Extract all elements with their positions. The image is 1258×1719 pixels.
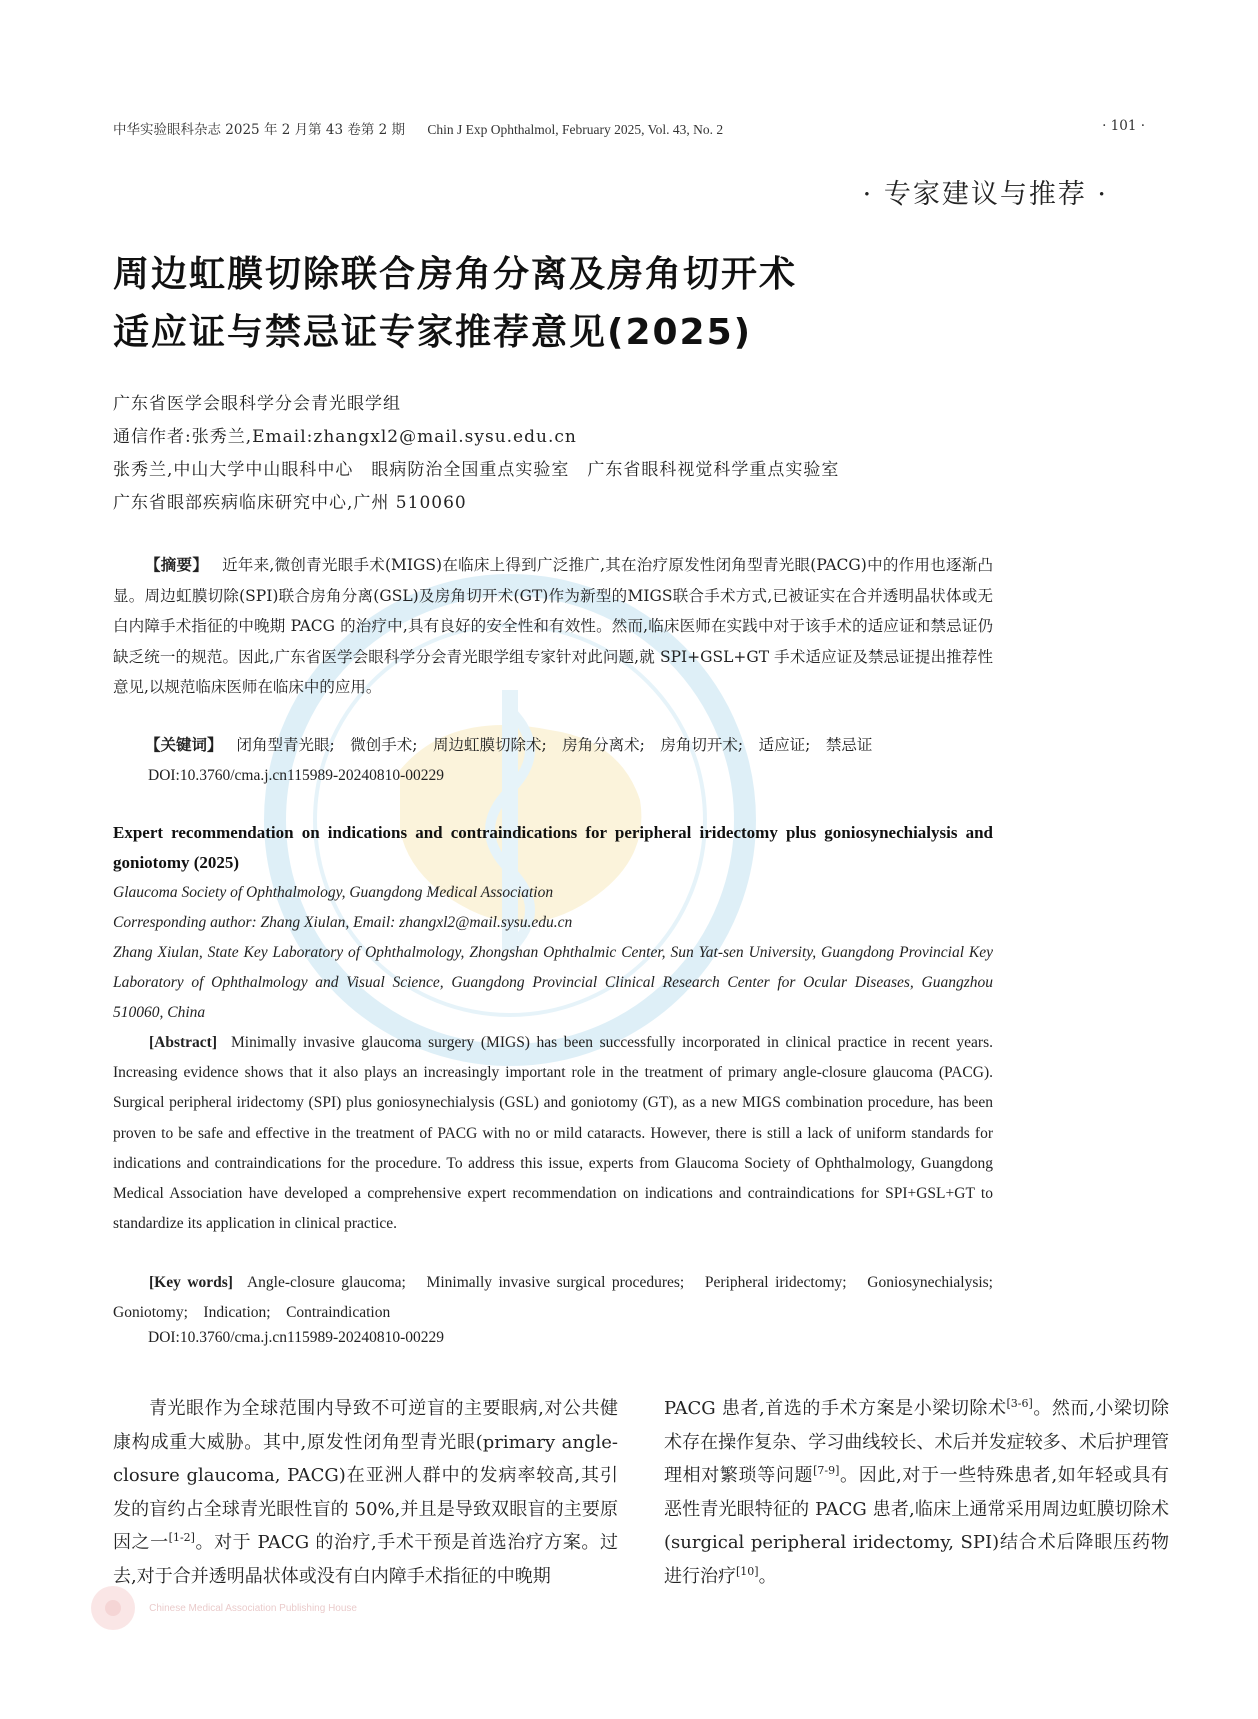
author-group-cn: 广东省医学会眼科学分会青光眼学组 [113, 394, 401, 414]
publisher-name-en: Chinese Medical Association Publishing House [149, 1602, 357, 1614]
body-right-text-d: 。 [758, 1565, 777, 1587]
reference-1-2[interactable]: [1-2] [168, 1531, 195, 1545]
body-right-text-b: 。然而,小梁切除术存在操作复杂、学习曲线较长、术后并发症较多、术后护理管理相对繁琐等问题 [664, 1398, 1169, 1487]
abstract-cn [113, 550, 993, 703]
body-right-text-c: 。因此,对于一些特殊患者,如年轻或具有恶性青光眼特征的 PACG 患者,临床上通常采用周边虹膜切除术(surgical peripheral iridectomy, SPI)结合术后降眼压药物进行治疗 [664, 1465, 1170, 1587]
abstract-cn-text: 近年来,微创青光眼手术(MIGS)在临床上得到广泛推广,其在治疗原发性闭角型青光眼(PACG)中的作用也逐渐凸显。周边虹膜切除(SPI)联合房角分离(GSL)及房角切开术(GT)作为新型的MIGS联合手术方式,已被证实在合并透明晶状体或无白内障手术指征的中晚期 PACG 的治疗中,具有良好的安全性和有效性。然而,临床医师在实践中对于该手术的适应证和禁忌证仍缺乏统一的规范。因此,广东省医学会眼科学分会青光眼学组专家针对此问题,就 SPI+GSL+GT 手术适应证及禁忌证提出推荐性意见,以规范临床医师在临床中的应用。 [113, 556, 993, 696]
affiliation-cn-1: 张秀兰,中山大学中山眼科中心 眼病防治全国重点实验室 广东省眼科视觉科学重点实验室 [113, 460, 840, 480]
reference-10[interactable]: [10] [736, 1564, 759, 1578]
reference-3-6[interactable]: [3-6] [1006, 1397, 1033, 1410]
doi-en: DOI:10.3760/cma.j.cn115989-20240810-00229 [148, 1329, 445, 1346]
body-left-text-b: 。对于 PACG 的治疗,手术干预是首选治疗方案。过去,对于合并透明晶状体或没有白内障手术指征的中晚期 [113, 1532, 618, 1587]
affiliation-cn-2: 广东省眼部疾病临床研究中心,广州 510060 [113, 493, 467, 513]
english-title: Expert recommendation on indications and contraindications for peripheral iridectomy plus goniosynechialysis and goniotomy (2025) [113, 823, 993, 872]
reference-7-9[interactable]: [7-9] [813, 1464, 840, 1478]
keywords-cn [113, 730, 993, 761]
keywords-cn-text: 闭角型青光眼; 微创手术; 周边虹膜切除术; 房角分离术; 房角切开术; 适应证; 禁忌证 [236, 736, 873, 754]
corresponding-author-cn: 通信作者:张秀兰,Email:zhangxl2@mail.sysu.edu.cn [113, 427, 577, 447]
english-group: Glaucoma Society of Ophthalmology, Guangdong Medical Association [113, 884, 554, 901]
journal-en: Chin J Exp Ophthalmol, February 2025, Vol. 43, No. 2 [427, 122, 724, 137]
publisher-logo [88, 1583, 357, 1633]
english-abstract-label: [Abstract] [149, 1034, 218, 1051]
body-left-text-a: 青光眼作为全球范围内导致不可逆盲的主要眼病,对公共健康构成重大威胁。其中,原发性闭角型青光眼(primary angle-closure glaucoma, PACG)在亚洲人群中的发病率较高,其引发的盲约占全球青光眼性盲的 50%,并且是导致双眼盲的主要原因之一 [113, 1398, 618, 1554]
running-header [113, 118, 723, 138]
journal-cn: 中华实验眼科杂志 2025 年 2 月第 43 卷第 2 期 [113, 122, 406, 138]
page-number: · 101 · [1102, 118, 1145, 134]
english-affiliation: Zhang Xiulan, State Key Laboratory of Ophthalmology, Zhongshan Ophthalmic Center, Sun Yat-sen University, Guangdong Provincial Key Laboratory of Ophthalmology and Visual Science, Guangdong Provincial Clinical Research Center for Ocular Diseases, Guangzhou 510060, China [113, 944, 993, 1021]
publisher-flower-icon [88, 1583, 138, 1633]
body-column-right [664, 1392, 1169, 1594]
section-tag: · 专家建议与推荐 · [862, 179, 1108, 210]
english-corresponding: Corresponding author: Zhang Xiulan, Email: zhangxl2@mail.sysu.edu.cn [113, 914, 573, 931]
abstract-cn-label: 【摘要】 [145, 556, 209, 574]
english-keywords [113, 1268, 1009, 1328]
title-line-2: 适应证与禁忌证专家推荐意见(2025) [113, 312, 753, 353]
english-keywords-label: [Key words] [149, 1274, 233, 1291]
title-line-1: 周边虹膜切除联合房角分离及房角切开术 [113, 254, 798, 295]
english-keywords-text: Angle-closure glaucoma; Minimally invasive surgical procedures; Peripheral iridectomy; Goniosynechialysis; Goniotomy; Indication; Contraindication [113, 1274, 1009, 1322]
doi-cn: DOI:10.3760/cma.j.cn115989-20240810-00229 [148, 767, 445, 784]
keywords-cn-label: 【关键词】 [145, 736, 223, 754]
english-abstract-text: Minimally invasive glaucoma surgery (MIGS) has been successfully incorporated in clinical practice in recent years. Increasing evidence shows that it also plays an increasingly important role in the treatment of primary angle-closure glaucoma (PACG). Surgical peripheral iridectomy (SPI) plus goniosynechialysis (GSL) and goniotomy (GT), as a new MIGS combination procedure, has been proven to be safe and effective in the treatment of PACG with no or mild cataracts. However, there is still a lack of uniform standards for indications and contraindications for the procedure. To address this issue, experts from Glaucoma Society of Ophthalmology, Guangdong Medical Association have developed a comprehensive expert recommendation on indications and contraindications for SPI+GSL+GT to standardize its application in clinical practice. [113, 1034, 993, 1233]
english-abstract [113, 1028, 993, 1239]
body-right-text-a: PACG 患者,首选的手术方案是小梁切除术 [664, 1398, 1007, 1419]
body-column-left [113, 1392, 618, 1594]
